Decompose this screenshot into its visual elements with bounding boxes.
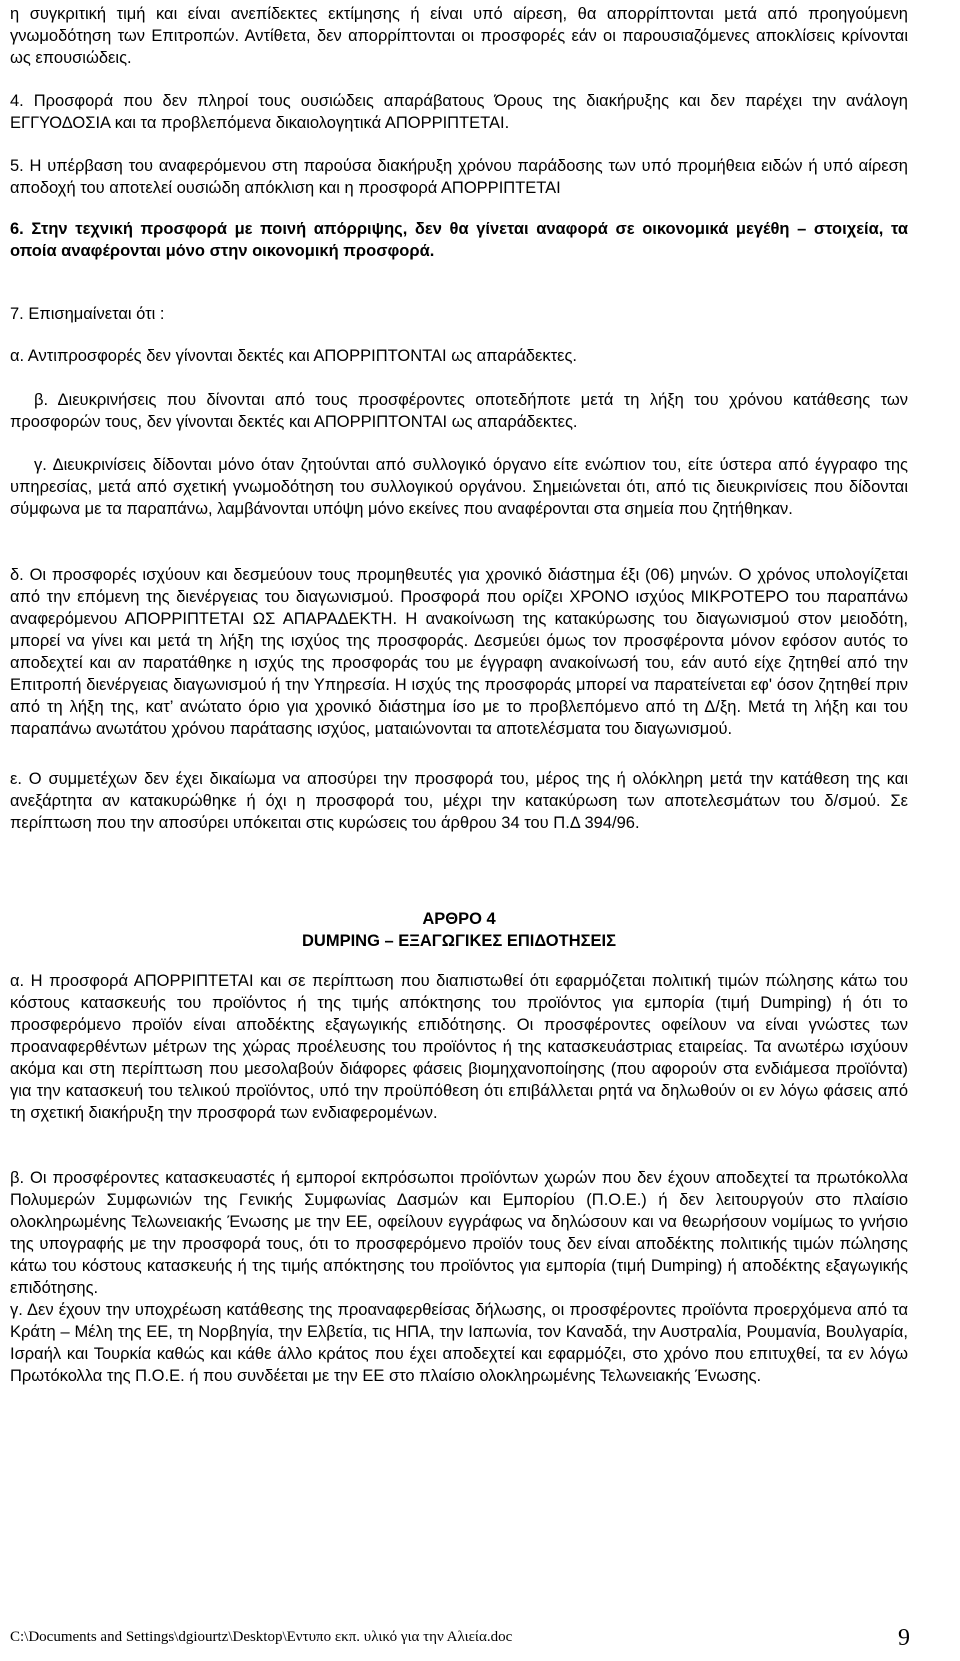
article-heading-title: DUMPING – ΕΞΑΓΩΓΙΚΕΣ ΕΠΙΔΟΤΗΣΕΙΣ	[302, 932, 616, 950]
article-paragraph-a: α. Η προσφορά ΑΠΟΡΡΙΠΤΕΤΑΙ και σε περίπτωση που διαπιστωθεί ότι εφαρμόζεται πολιτική τιμών πώλησης κάτω του κόστους κατασκευής του προϊόντος ή της τιμής απόκτησης του προϊόντος για εμπορία (τιμή Dumping) ή ότι το προσφερόμενο προϊόν είναι αποδέκτης εξαγωγικής επιδότησης. Οι προσφέροντες οφείλουν να είναι γνώστες των προαναφερθέντων μέτρων της χώρας προέλευσης του προϊόντος ή της κατασκευάστριας εταιρείας. Τα ανωτέρω ισχύουν ακόμα και στη περίπτωση που μεσολαβούν διάφορες φάσεις βιομηχανοποίησης (που αφορούν στα ενδιάμεσα προϊόντα) για την κατασκευή του τελικού προϊόντος, υπό την προϋπόθεση ότι επιβάλλεται ρητά να δηλωθούν οι εν λόγω φάσεις από τη σχετική διακήρυξη την προσφορά των ενδιαφερομένων.	[10, 972, 908, 1122]
footer-file-path: C:\Documents and Settings\dgiourtz\Desktop\Εντυπο εκπ. υλικό για την Αλιεία.doc	[10, 1629, 513, 1645]
paragraph-item-7d: δ. Οι προσφορές ισχύουν και δεσμεύουν τους προμηθευτές για χρονικό διάστημα έξι (06) μηνών. Ο χρόνος υπολογίζεται από την επόμενη της διενέργειας του διαγωνισμού. Προσφορά που ορίζει ΧΡΟΝΟ ισχύος ΜΙΚΡΟΤΕΡΟ του παραπάνω αναφερόμενου ΑΠΟΡΡΙΠΤΕΤΑΙ ΩΣ ΑΠΑΡΑΔΕΚΤΗ. Η ανακοίνωση της κατακύρωσης του διαγωνισμού στον μειοδότη, μπορεί να γίνει και μετά τη λήξη της ισχύος της προσφοράς. Δεσμεύει όμως τον προσφέροντα μόνον εφόσον αυτός το αποδεχτεί και αν παρατάθηκε η ισχύς της προσφοράς του με έγγραφη ανακοίνωσή του, εάν αυτό είχε ζητηθεί από την Επιτροπή διενέργειας διαγωνισμού ή την Υπηρεσία. Η ισχύς της προσφοράς μπορεί να παρατείνεται εφ' όσον ζητηθεί πριν από τη λήξη της, κατ’ ανώτατο όριο για χρονικό διάστημα ίσο με το προβλεπόμενο από τη Δ/ξη. Μετά τη λήξη και του παραπάνω ανωτάτου χρόνου παράτασης ισχύος, ματαιώνονται τα αποτελέσματα του διαγωνισμού.	[10, 566, 908, 738]
article-paragraph-b: β. Οι προσφέροντες κατασκευαστές ή εμποροί εκπρόσωποι προϊόντων χωρών που δεν έχουν αποδεχτεί τα πρωτόκολλα Πολυμερών Συμφωνιών της Γενικής Συμφωνίας Δασμών και Εμπορίου (Π.Ο.Ε.) ή δεν λειτουργούν στο πλαίσιο ολοκληρωμένης Τελωνειακής Ένωσης με την ΕΕ, οφείλουν εγγράφως να δηλώσουν και να θεωρήσουν νομίμως το γνήσιο της υπογραφής με την προσφορά τους, ότι το προσφερόμενο προϊόν τους δεν είναι αποδέκτης πολιτικής τιμών πώλησης κάτω του κόστους κατασκευής ή της τιμής απόκτησης του προϊόντος για εμπορία (τιμή Dumping) ή αποδέκτης εξαγωγικής επιδότησης.	[10, 1169, 908, 1297]
paragraph-item-7: 7. Επισημαίνεται ότι :	[10, 305, 165, 323]
paragraph-item-4: 4. Προσφορά που δεν πληροί τους ουσιώδεις απαράβατους Όρους της διακήρυξης και δεν παρέχει την ανάλογη ΕΓΓΥΟΔΟΣΙΑ και τα προβλεπόμενα δικαιολογητικά ΑΠΟΡΡΙΠΤΕΤΑΙ.	[10, 92, 908, 132]
article-paragraph-c: γ. Δεν έχουν την υποχρέωση κατάθεσης της προαναφερθείσας δήλωσης, οι προσφέροντες προϊόντα προερχόμενα από τα Κράτη – Μέλη της ΕΕ, τη Νορβηγία, την Ελβετία, τις ΗΠΑ, την Ιαπωνία, τον Καναδά, την Αυστραλία, Ρουμανία, Βουλγαρία, Ισραήλ και Τουρκία καθώς και κάθε άλλο κράτος που έχει αποδεχτεί και εφαρμόζει, στο χρόνο που επιτυχθεί, τα εν λόγω Πρωτόκολλα της Π.Ο.Ε. ή που συνδέεται με την ΕΕ στο πλαίσιο ολοκληρωμένης Τελωνειακής Ένωσης.	[10, 1301, 908, 1385]
article-heading-number: ΑΡΘΡΟ 4	[422, 910, 496, 928]
paragraph-item-5: 5. Η υπέρβαση του αναφερόμενου στη παρούσα διακήρυξη χρόνου παράδοσης των υπό προμήθεια ειδών ή υπό αίρεση αποδοχή του αποτελεί ουσιώδη απόκλιση και η προσφορά ΑΠΟΡΡΙΠΤΕΤΑΙ	[10, 157, 908, 197]
paragraph-intro-continuation: η συγκριτική τιμή και είναι ανεπίδεκτες εκτίμησης ή είναι υπό αίρεση, θα απορρίπτονται μετά από προηγούμενη γνωμοδότηση των Επιτροπών. Αντίθετα, δεν απορρίπτονται οι προσφορές εάν οι παρουσιαζόμενες αποκλίσεις κρίνονται ως επουσιώδεις.	[10, 5, 908, 67]
footer-page-number: 9	[898, 1625, 910, 1651]
paragraph-item-6: 6. Στην τεχνική προσφορά με ποινή απόρριψης, δεν θα γίνεται αναφορά σε οικονομικά μεγέθη – στοιχεία, τα οποία αναφέρονται μόνο στην οικονομική προσφορά.	[10, 220, 908, 260]
paragraph-item-7c: γ. Διευκρινίσεις δίδονται μόνο όταν ζητούνται από συλλογικό όργανο είτε ενώπιον του, είτε ύστερα από έγγραφο της υπηρεσίας, μετά από σχετική γνωμοδότηση του συλλογικού οργάνου. Σημειώνεται ότι, από τις διευκρινίσεις που δίδονται σύμφωνα με τα παραπάνω, λαμβάνονται υπόψη μόνο εκείνες που αναφέρονται στα σημεία που ζητήθηκαν.	[10, 456, 908, 518]
paragraph-item-7a: α. Αντιπροσφορές δεν γίνονται δεκτές και ΑΠΟΡΡΙΠΤΟΝΤΑΙ ως απαράδεκτες.	[10, 347, 577, 365]
paragraph-item-7b: β. Διευκρινήσεις που δίνονται από τους προσφέροντες οποτεδήποτε μετά τη λήξη του χρόνου κατάθεσης των προσφορών τους, δεν γίνονται δεκτές και ΑΠΟΡΡΙΠΤΟΝΤΑΙ ως απαράδεκτες.	[10, 391, 908, 431]
paragraph-item-7e: ε. Ο συμμετέχων δεν έχει δικαίωμα να αποσύρει την προσφορά του, μέρος της ή ολόκληρη μετά την κατάθεση της και ανεξάρτητα αν κατακυρώθηκε ή όχι η προσφορά του, μέχρι την κατακύρωση των αποτελεσμάτων του δ/σμού. Σε περίπτωση που την αποσύρει υπόκειται στις κυρώσεις του άρθρου 34 του Π.Δ 394/96.	[10, 770, 908, 832]
